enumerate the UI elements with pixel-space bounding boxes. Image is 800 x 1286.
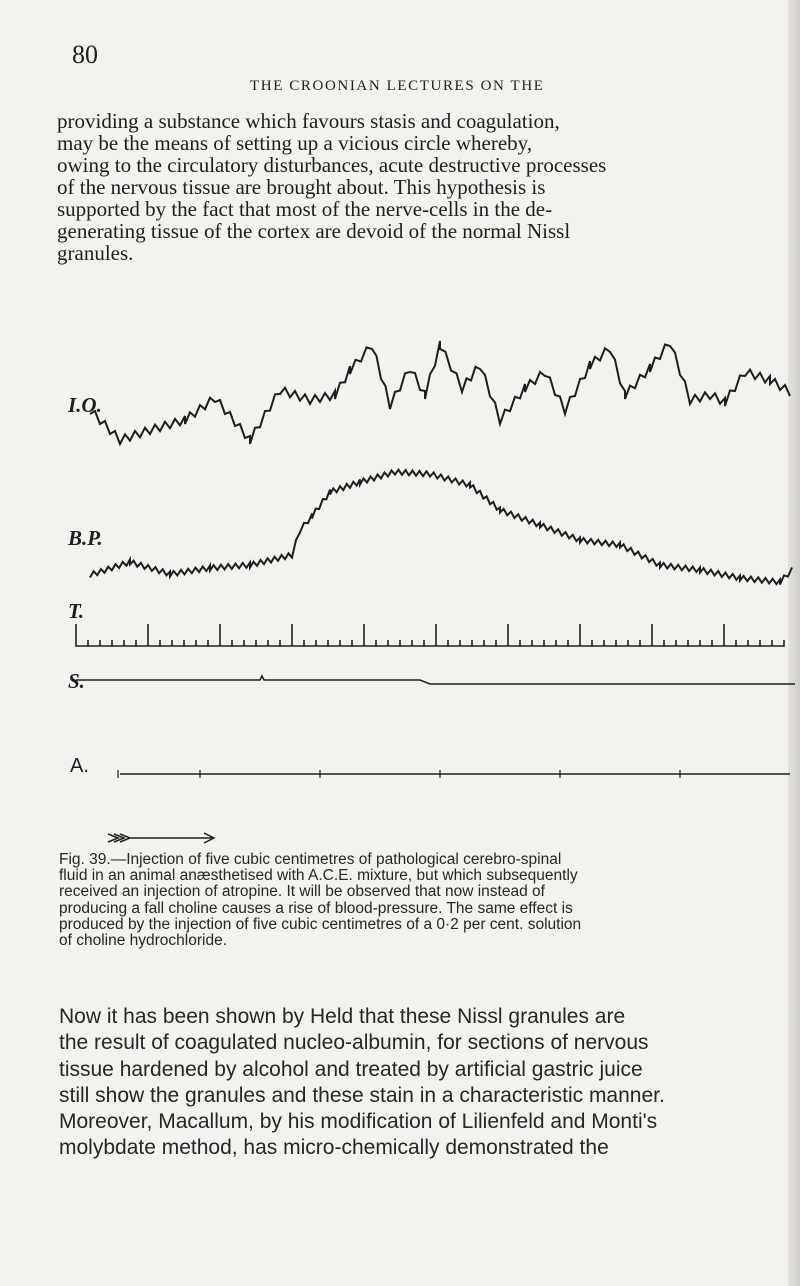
trace-label-intestine: I.O.	[68, 393, 102, 417]
caption-line: of choline hydrochloride.	[59, 932, 228, 950]
blood-pressure-trace	[90, 470, 792, 585]
trace-label-signal: S.	[68, 669, 85, 693]
text-line: may be the means of setting up a vicious circle whereby,	[57, 131, 533, 155]
intestine-trace	[90, 341, 790, 444]
figure-caption	[59, 852, 759, 949]
caption-line: received an injection of atropine. It will be observed that now instead of	[59, 883, 545, 901]
time-marker-trace	[76, 624, 784, 646]
text-line: granules.	[57, 241, 134, 265]
caption-line: fluid in an animal anæsthetised with A.C.E. mixture, but which subsequently	[59, 867, 578, 885]
caption-line: Fig. 39.—Injection of five cubic centimetres of pathological cerebro-spinal	[59, 851, 562, 868]
trace-label-time: T.	[68, 599, 85, 623]
trace-label-blood-pressure: B.P.	[68, 526, 103, 550]
trace-label-abscissa: A.	[70, 755, 89, 777]
text-line: providing a substance which favours stasis and coagulation,	[57, 109, 560, 133]
text-line: supported by the fact that most of the nerve-cells in the de-	[57, 197, 553, 221]
text-line: the result of coagulated nucleo-albumin, for sections of nervous	[59, 1031, 649, 1055]
body-paragraph-bottom	[59, 1004, 759, 1162]
text-line: still show the granules and these stain in a characteristic manner.	[59, 1083, 665, 1107]
page-number: 80	[72, 40, 98, 69]
caption-line: produced by the injection of five cubic centimetres of a 0·2 per cent. solution	[59, 915, 582, 933]
text-line: of the nervous tissue are brought about. This hypothesis is	[57, 175, 546, 199]
caption-line: producing a fall choline causes a rise of blood-pressure. The same effect is	[59, 899, 573, 917]
text-line: owing to the circulatory disturbances, acute destructive processes	[57, 153, 607, 177]
text-line: Now it has been shown by Held that these Nissl granules are	[59, 1005, 626, 1028]
text-line: molybdate method, has micro-chemically demonstrated the	[59, 1136, 609, 1160]
running-head: THE CROONIAN LECTURES ON THE	[250, 78, 545, 94]
text-line: tissue hardened by alcohol and treated by artificial gastric juice	[59, 1057, 643, 1081]
text-line: generating tissue of the cortex are devoid of the normal Nissl	[57, 219, 571, 243]
injection-arrow	[108, 833, 214, 843]
signal-trace	[76, 676, 795, 684]
text-line: Moreover, Macallum, by his modification of Lilienfeld and Monti's	[59, 1110, 658, 1134]
